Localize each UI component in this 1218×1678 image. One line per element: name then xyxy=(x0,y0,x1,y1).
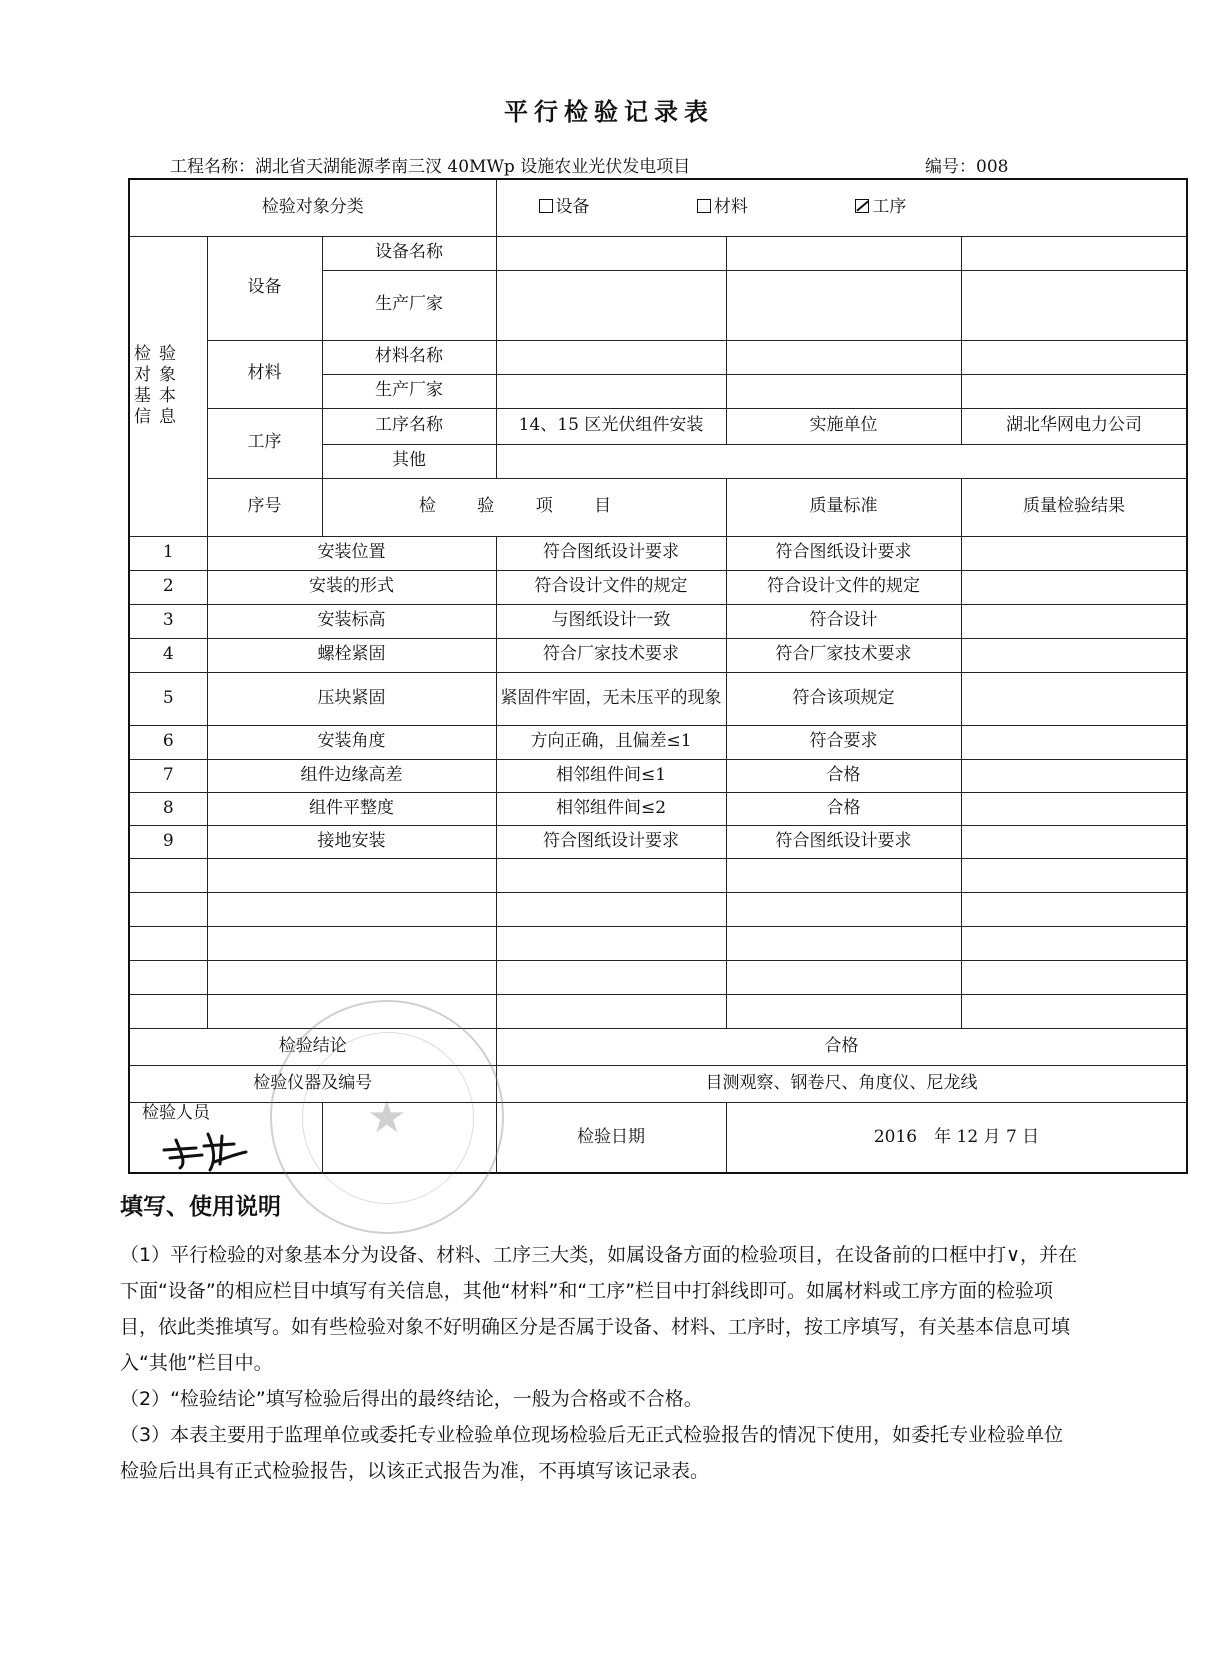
table-row xyxy=(129,825,1187,858)
row-item: 组件边缘高差 xyxy=(207,759,496,792)
serial-number: 008 xyxy=(976,157,1009,177)
row-remark xyxy=(961,536,1187,570)
instruments-label: 检验仪器及编号 xyxy=(129,1065,496,1102)
row-no: 2 xyxy=(129,570,207,604)
inspector-signature-cell xyxy=(322,1102,496,1173)
header-standard: 质量标准 xyxy=(726,478,961,536)
table-row xyxy=(129,604,1187,638)
row-no: 5 xyxy=(129,672,207,725)
page-title: 平行检验记录表 xyxy=(504,98,714,126)
category-label: 检验对象分类 xyxy=(129,179,496,236)
basic-info-label: 检验对象基本信息 xyxy=(129,236,207,536)
equipment-maker-value-3 xyxy=(961,270,1187,340)
equipment-name-value-3 xyxy=(961,236,1187,270)
table-row xyxy=(129,759,1187,792)
serial-label: 编号： xyxy=(925,157,976,177)
signoff-row xyxy=(129,1102,1187,1173)
row-no: 3 xyxy=(129,604,207,638)
row-item: 安装标高 xyxy=(207,604,496,638)
row-no: 6 xyxy=(129,725,207,759)
row-item: 安装的形式 xyxy=(207,570,496,604)
row-remark xyxy=(961,825,1187,858)
option-process-label: 工序 xyxy=(872,197,907,218)
table-row xyxy=(129,672,1187,725)
row-remark xyxy=(961,725,1187,759)
row-remark xyxy=(961,759,1187,792)
empty-row xyxy=(129,892,1187,926)
empty-row xyxy=(129,858,1187,892)
table-row xyxy=(129,638,1187,672)
equipment-maker-value xyxy=(496,270,726,340)
material-maker-value xyxy=(496,374,726,408)
row-remark xyxy=(961,672,1187,725)
row-result: 符合图纸设计要求 xyxy=(726,825,961,858)
table-row xyxy=(129,536,1187,570)
inspector-signature xyxy=(156,1124,256,1172)
material-maker-label: 生产厂家 xyxy=(322,374,496,408)
conclusion-value: 合格 xyxy=(496,1028,1187,1065)
equipment-label: 设备 xyxy=(207,236,322,340)
inspection-form-table xyxy=(128,178,1188,1174)
option-equipment-label: 设备 xyxy=(555,197,590,218)
project-label: 工程名称： xyxy=(170,157,255,177)
row-result: 符合设计文件的规定 xyxy=(726,570,961,604)
process-other-label: 其他 xyxy=(322,444,496,478)
instruction-paragraph: （1）平行检验的对象基本分为设备、材料、工序三大类，如属设备方面的检验项目，在设备前的口框中打∨，并在下面“设备”的相应栏目中填写有关信息，其他“材料”和“工序”栏目中打斜线即可。如属材料或工序方面的检验项目，依此类推填写。如有些检验对象不好明确区分是否属于设备、材料、工序时，按工序填写，有关基本信息可填入“其他”栏目中。 xyxy=(120,1244,1077,1374)
row-standard: 符合图纸设计要求 xyxy=(496,825,726,858)
row-remark xyxy=(961,792,1187,825)
header-item: 检 验 项 目 xyxy=(322,478,726,536)
empty-row xyxy=(129,960,1187,994)
row-standard: 紧固件牢固，无未压平的现象 xyxy=(496,672,726,725)
seal-star-icon: ★ xyxy=(367,1092,407,1143)
project-name: 湖北省天湖能源孝南三汊 40MWp 设施农业光伏发电项目 xyxy=(255,157,691,177)
equipment-name-label: 设备名称 xyxy=(322,236,496,270)
items-header-row xyxy=(129,478,1187,536)
process-name-row xyxy=(129,408,1187,444)
table-row xyxy=(129,570,1187,604)
inspection-date-label: 检验日期 xyxy=(496,1102,726,1173)
header-no: 序号 xyxy=(207,478,322,536)
checkbox-material[interactable] xyxy=(697,199,711,213)
row-item: 接地安装 xyxy=(207,825,496,858)
row-remark xyxy=(961,570,1187,604)
material-maker-value-3 xyxy=(961,374,1187,408)
equipment-maker-value-2 xyxy=(726,270,961,340)
table-row xyxy=(129,792,1187,825)
material-name-row xyxy=(129,340,1187,374)
row-no: 7 xyxy=(129,759,207,792)
row-result: 符合厂家技术要求 xyxy=(726,638,961,672)
material-maker-value-2 xyxy=(726,374,961,408)
equipment-maker-label: 生产厂家 xyxy=(322,270,496,340)
instruction-paragraph: （3）本表主要用于监理单位或委托专业检验单位现场检验后无正式检验报告的情况下使用，如委托专业检验单位检验后出具有正式检验报告，以该正式报告为准，不再填写该记录表。 xyxy=(120,1424,1064,1482)
row-result: 符合图纸设计要求 xyxy=(726,536,961,570)
option-equipment[interactable] xyxy=(539,197,590,218)
header-result: 质量检验结果 xyxy=(961,478,1187,536)
row-no: 1 xyxy=(129,536,207,570)
table-row xyxy=(129,725,1187,759)
category-row xyxy=(129,179,1187,236)
row-item: 安装位置 xyxy=(207,536,496,570)
row-item: 组件平整度 xyxy=(207,792,496,825)
material-name-value xyxy=(496,340,726,374)
conclusion-row xyxy=(129,1028,1187,1065)
row-item: 螺栓紧固 xyxy=(207,638,496,672)
row-standard: 相邻组件间≤2 xyxy=(496,792,726,825)
checkbox-equipment[interactable] xyxy=(539,199,553,213)
instruments-row xyxy=(129,1065,1187,1102)
material-name-label: 材料名称 xyxy=(322,340,496,374)
checkbox-process-checked[interactable] xyxy=(855,199,869,213)
equipment-name-row xyxy=(129,236,1187,270)
process-unit-label: 实施单位 xyxy=(726,408,961,444)
row-remark xyxy=(961,604,1187,638)
option-material[interactable] xyxy=(697,197,748,218)
row-remark xyxy=(961,638,1187,672)
row-result: 合格 xyxy=(726,759,961,792)
empty-row xyxy=(129,994,1187,1028)
row-result: 符合该项规定 xyxy=(726,672,961,725)
material-label: 材料 xyxy=(207,340,322,408)
instructions-heading: 填写、使用说明 xyxy=(120,1194,281,1220)
process-name-value: 14、15 区光伏组件安装 xyxy=(496,408,726,444)
instructions-section xyxy=(120,1188,1080,1489)
row-item: 安装角度 xyxy=(207,725,496,759)
empty-row xyxy=(129,926,1187,960)
project-line xyxy=(170,152,690,177)
equipment-name-value xyxy=(496,236,726,270)
process-other-value xyxy=(496,444,1187,478)
row-standard: 符合设计文件的规定 xyxy=(496,570,726,604)
row-no: 8 xyxy=(129,792,207,825)
row-no: 4 xyxy=(129,638,207,672)
category-options xyxy=(496,179,1187,236)
row-standard: 符合厂家技术要求 xyxy=(496,638,726,672)
process-label: 工序 xyxy=(207,408,322,478)
row-standard: 与图纸设计一致 xyxy=(496,604,726,638)
row-result: 合格 xyxy=(726,792,961,825)
row-result: 符合设计 xyxy=(726,604,961,638)
process-unit-value: 湖北华网电力公司 xyxy=(961,408,1187,444)
equipment-name-value-2 xyxy=(726,236,961,270)
row-no: 9 xyxy=(129,825,207,858)
row-standard: 相邻组件间≤1 xyxy=(496,759,726,792)
row-result: 符合要求 xyxy=(726,725,961,759)
inspector-label: 检验人员 xyxy=(142,1102,210,1123)
inspector-cell xyxy=(129,1102,322,1173)
instruction-paragraph: （2）“检验结论”填写检验后得出的最终结论，一般为合格或不合格。 xyxy=(120,1388,703,1410)
inspection-date-value: 2016 年 12 月 7 日 xyxy=(726,1102,1187,1173)
row-item: 压块紧固 xyxy=(207,672,496,725)
material-name-value-2 xyxy=(726,340,961,374)
serial-line xyxy=(925,152,1008,177)
row-standard: 方向正确，且偏差≤1 xyxy=(496,725,726,759)
material-name-value-3 xyxy=(961,340,1187,374)
option-process[interactable] xyxy=(855,197,906,218)
process-name-label: 工序名称 xyxy=(322,408,496,444)
row-standard: 符合图纸设计要求 xyxy=(496,536,726,570)
instruments-value: 目测观察、钢卷尺、角度仪、尼龙线 xyxy=(496,1065,1187,1102)
option-material-label: 材料 xyxy=(713,197,748,218)
conclusion-label: 检验结论 xyxy=(129,1028,496,1065)
